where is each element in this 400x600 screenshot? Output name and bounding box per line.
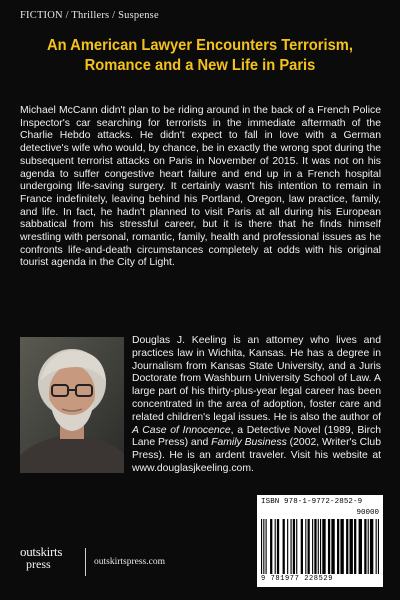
publisher-logo xyxy=(20,546,80,578)
headline-line-2: Romance and a New Life in Paris xyxy=(84,57,316,74)
barcode-bar-26 xyxy=(359,519,362,574)
barcode-bar-18 xyxy=(322,519,325,574)
isbn-text: ISBN 978-1-9772-2852-9 xyxy=(261,498,363,506)
price-code: 90000 xyxy=(356,509,379,517)
publisher-divider xyxy=(85,548,86,576)
barcode-bar-16 xyxy=(318,519,319,574)
synopsis: Michael McCann didn't plan to be riding around in the back of a French Police Inspector's car searching for terrorists in the immediate aftermath of the Charlie Hebdo attacks. He didn't expect to fall in love with a German detective's wife who would, by chance, be in exactly the wrong spot during the subsequent terrorist attacks on Paris in November of 2015. It was not on his agenda to suffer congestive heart failure and end up in a French hospital undergoing life-saving surgery. It certainly wasn't his intention to remain in France indefinitely, leaving behind his Portland, Oregon, law practice, family, and life. In fact, he hadn't planned to visit Paris at all during his European sabbatical from his stressful career, but it is there that he finds himself wrestling with personal, romantic, family, health and professional issues as he confronts life-and-death circumstances completely at odds with his original tourist agenda in the City of Light. xyxy=(20,105,381,269)
barcode-bar-14 xyxy=(312,519,313,574)
barcode-bar-1 xyxy=(263,519,264,574)
author-portrait-icon xyxy=(20,337,124,473)
barcode-icon xyxy=(261,519,379,574)
barcode-bar-21 xyxy=(337,519,339,574)
barcode-bar-9 xyxy=(293,519,295,574)
barcode-bar-2 xyxy=(266,519,267,574)
barcode-bar-28 xyxy=(368,519,369,574)
headline-line-1: An American Lawyer Encounters Terrorism, xyxy=(47,37,353,54)
barcode-bar-30 xyxy=(376,519,377,574)
barcode-bar-20 xyxy=(331,519,334,574)
barcode-bar-13 xyxy=(308,519,310,574)
book-title-family-business: Family Business xyxy=(211,437,287,449)
barcode-bar-7 xyxy=(287,519,288,574)
barcode-bar-10 xyxy=(296,519,297,574)
barcode-bar-22 xyxy=(340,519,343,574)
barcode-bar-6 xyxy=(283,519,285,574)
publisher-logo-line-1: outskirts xyxy=(20,544,63,559)
barcode-bar-3 xyxy=(270,519,272,574)
barcode-bar-4 xyxy=(275,519,276,574)
barcode-bar-0 xyxy=(261,519,262,574)
barcode-panel xyxy=(257,495,383,587)
barcode-bar-31 xyxy=(378,519,379,574)
category-label: FICTION / Thrillers / Suspense xyxy=(20,10,159,21)
barcode-bar-25 xyxy=(354,519,356,574)
book-title-a-case-of-innocence: A Case of Innocence xyxy=(132,424,231,436)
barcode-bar-17 xyxy=(320,519,321,574)
barcode-bar-23 xyxy=(346,519,348,574)
barcode-digits: 9 781977 228529 xyxy=(261,575,334,583)
publisher-logo-line-2: press xyxy=(26,557,51,571)
barcode-bar-24 xyxy=(350,519,353,574)
author-photo xyxy=(20,337,124,473)
barcode-bar-15 xyxy=(314,519,316,574)
headline xyxy=(29,36,371,76)
author-bio: Douglas J. Keeling is an attorney who lives and practices law in Wichita, Kansas. He has a degree in Journalism from Kansas State University, and a Juris Doctorate from Washburn University School of Law. A large part of his thirty-plus-year legal career has been concentrated in the area of adoption, foster care and related children's legal issues. He is also the author of A Case of Innocence, a Detective Novel (1989, Birch Lane Press) and Family Business (2002, Writer's Club Press). He is an ardent traveler. Visit his website at www.douglasjkeeling.com. xyxy=(132,335,382,474)
barcode-bar-5 xyxy=(277,519,279,574)
author-section xyxy=(20,335,381,476)
barcode-bar-19 xyxy=(328,519,330,574)
barcode-bar-27 xyxy=(364,519,366,574)
barcode-bar-29 xyxy=(370,519,373,574)
publisher-url: outskirtspress.com xyxy=(94,557,165,567)
barcode-bar-11 xyxy=(301,519,303,574)
barcode-bar-8 xyxy=(291,519,292,574)
barcode-bar-12 xyxy=(305,519,306,574)
